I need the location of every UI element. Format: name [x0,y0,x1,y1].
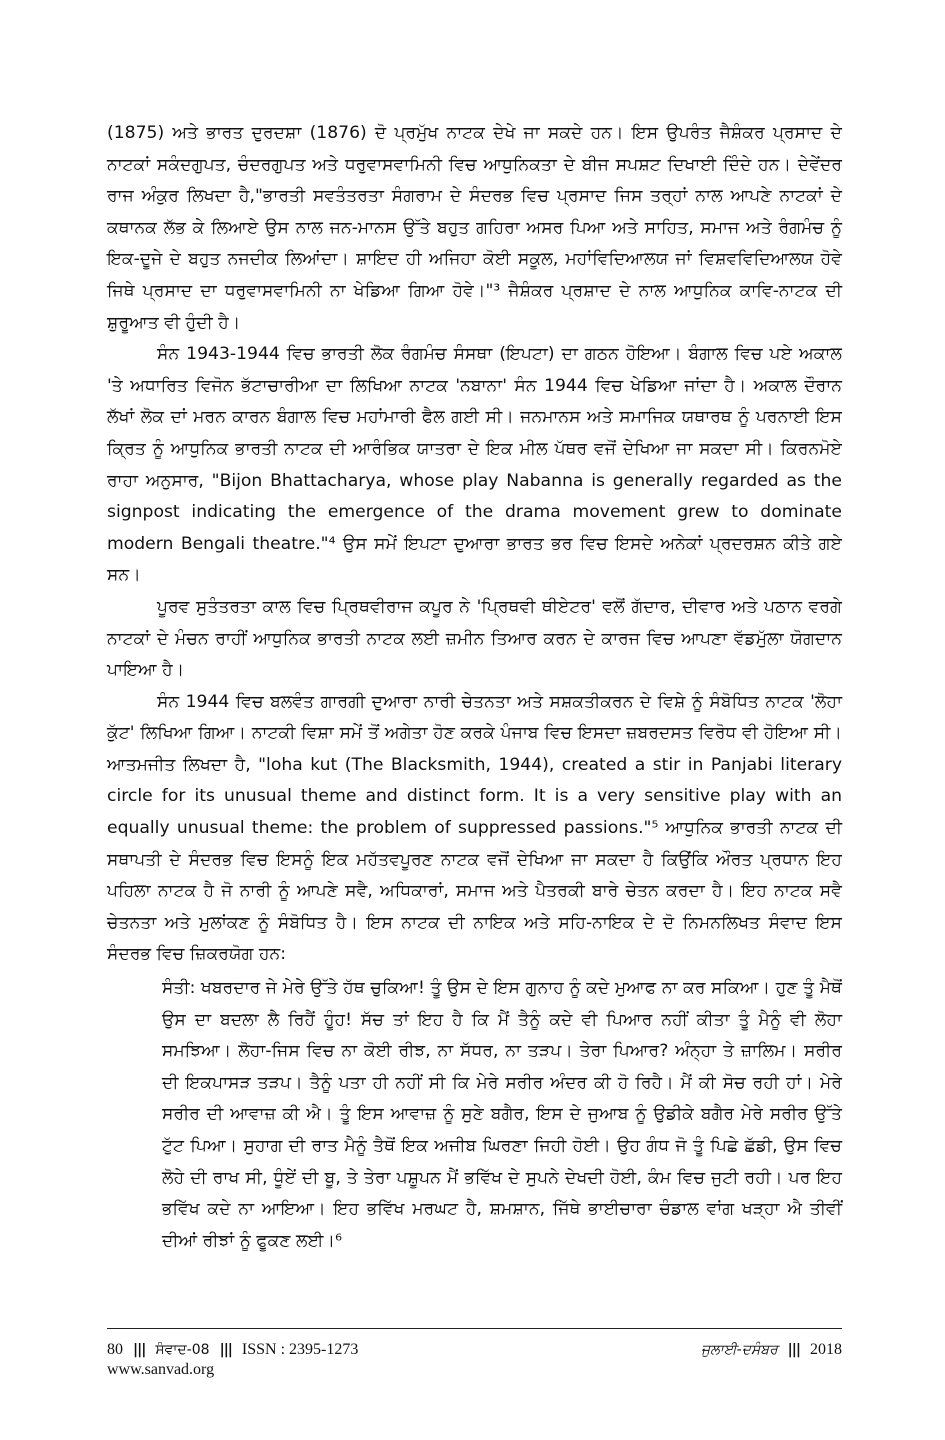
paragraph-1: (1875) ਅਤੇ ਭਾਰਤ ਦੁਰਦਸ਼ਾ (1876) ਦੋ ਪ੍ਰਮੁੱਖ ਨਾਟਕ ਦੇਖੇ ਜਾ ਸਕਦੇ ਹਨ। ਇਸ ਉਪਰੰਤ ਜੈਸ਼ੰਕਰ ਪ੍ਰਸਾਦ ਦੇ ਨਾਟਕਾਂ ਸਕੰਦਗੁਪਤ, ਚੰਦਰਗੁਪਤ ਅਤੇ ਧਰੁਵਾਸਵਾਮਿਨੀ ਵਿਚ ਆਧੁਨਿਕਤਾ ਦੇ ਬੀਜ ਸਪਸ਼ਟ ਦਿਖਾਈ ਦਿੰਦੇ ਹਨ। ਦੇਵੇਂਦਰ ਰਾਜ ਅੰਕੁਰ ਲਿਖਦਾ ਹੈ,"ਭਾਰਤੀ ਸਵਤੰਤਰਤਾ ਸੰਗਰਾਮ ਦੇ ਸੰਦਰਭ ਵਿਚ ਪ੍ਰਸਾਦ ਜਿਸ ਤਰ੍ਹਾਂ ਨਾਲ ਆਪਣੇ ਨਾਟਕਾਂ ਦੇ ਕਥਾਨਕ ਲੱਭ ਕੇ ਲਿਆਏ ਉਸ ਨਾਲ ਜਨ-ਮਾਨਸ ਉੱਤੇ ਬਹੁਤ ਗਹਿਰਾ ਅਸਰ ਪਿਆ ਅਤੇ ਸਾਹਿਤ, ਸਮਾਜ ਅਤੇ ਰੰਗਮੰਚ ਨੂੰ ਇਕ-ਦੂਜੇ ਦੇ ਬਹੁਤ ਨਜਦੀਕ ਲਿਆਂਦਾ। ਸ਼ਾਇਦ ਹੀ ਅਜਿਹਾ ਕੋਈ ਸਕੂਲ, ਮਹਾਂਵਿਦਿਆਲਯ ਜਾਂ ਵਿਸ਼ਵਵਿਦਿਆਲਯ ਹੋਵੇ ਜਿਥੇ ਪ੍ਰਸਾਦ ਦਾ ਧਰੁਵਾਸਵਾਮਿਨੀ ਨਾ ਖੇਡਿਆ ਗਿਆ ਹੋਵੇ।"³ ਜੈਸ਼ੰਕਰ ਪ੍ਰਸ਼ਾਦ ਦੇ ਨਾਲ ਆਧੁਨਿਕ ਕਾਵਿ-ਨਾਟਕ ਦੀ ਸ਼ੁਰੂਆਤ ਵੀ ਹੁੰਦੀ ਹੈ। [107,123,842,333]
page-number: 80 [107,1341,123,1358]
journal-name: ਸੰਵਾਦ-08 [155,1342,210,1358]
block-quote: ਸੰਤੀ: ਖਬਰਦਾਰ ਜੇ ਮੇਰੇ ਉੱਤੇ ਹੱਥ ਚੁਕਿਆ! ਤੂੰ ਉਸ ਦੇ ਇਸ ਗੁਨਾਹ ਨੂੰ ਕਦੇ ਮੁਆਫ ਨਾ ਕਰ ਸਕਿਆ। ਹੁਣ ਤੂੰ ਮੈਥੋਂ ਉਸ ਦਾ ਬਦਲਾ ਲੈ ਰਿਹੈਂ ਹੂੰਹ! ਸੱਚ ਤਾਂ ਇਹ ਹੈ ਕਿ ਮੈਂ ਤੈਨੂੰ ਕਦੇ ਵੀ ਪਿਆਰ ਨਹੀਂ ਕੀਤਾ ਤੂੰ ਮੈਨੂੰ ਵੀ ਲੋਹਾ ਸਮਝਿਆ। ਲੋਹਾ-ਜਿਸ ਵਿਚ ਨਾ ਕੋਈ ਰੀਝ, ਨਾ ਸੱਧਰ, ਨਾ ਤੜਪ। ਤੇਰਾ ਪਿਆਰ? ਅੰਨ੍ਹਾ ਤੇ ਜ਼ਾਲਿਮ। ਸਰੀਰ ਦੀ ਇਕਪਾਸੜ ਤੜਪ। ਤੈਨੂੰ ਪਤਾ ਹੀ ਨਹੀਂ ਸੀ ਕਿ ਮੇਰੇ ਸਰੀਰ ਅੰਦਰ ਕੀ ਹੋ ਰਿਹੈ। ਮੈਂ ਕੀ ਸੋਚ ਰਹੀ ਹਾਂ। ਮੇਰੇ ਸਰੀਰ ਦੀ ਆਵਾਜ਼ ਕੀ ਐ। ਤੂੰ ਇਸ ਆਵਾਜ਼ ਨੂੰ ਸੁਣੇ ਬਗੈਰ, ਇਸ ਦੇ ਜੁਆਬ ਨੂੰ ਉਡੀਕੇ ਬਗੈਰ ਮੇਰੇ ਸਰੀਰ ਉੱਤੇ ਟੁੱਟ ਪਿਆ। ਸੁਹਾਗ ਦੀ ਰਾਤ ਮੈਨੂੰ ਤੈਥੋਂ ਇਕ ਅਜੀਬ ਘਿਰਣਾ ਜਿਹੀ ਹੋਈ। ਉਹ ਗੰਧ ਜੋ ਤੂੰ ਪਿਛੇ ਛੱਡੀ, ਉਸ ਵਿਚ ਲੋਹੇ ਦੀ ਰਾਖ ਸੀ, ਧੂੰਏਂ ਦੀ ਬੂ, ਤੇ ਤੇਰਾ ਪਸ਼ੂਪਨ ਮੈਂ ਭਵਿੱਖ ਦੇ ਸੁਪਨੇ ਦੇਖਦੀ ਹੋਈ, ਕੰਮ ਵਿਚ ਜੁਟੀ ਰਹੀ। ਪਰ ਇਹ ਭਵਿੱਖ ਕਦੇ ਨਾ ਆਇਆ। ਇਹ ਭਵਿੱਖ ਮਰਘਟ ਹੈ, ਸ਼ਮਸ਼ਾਨ, ਜਿੱਥੇ ਭਾਈਚਾਰਾ ਚੰਡਾਲ ਵਾਂਗ ਖੜ੍ਹਾ ਐ ਤੀਵੀਂ ਦੀਆਂ ਰੀਝਾਂ ਨੂੰ ਫੂਕਣ ਲਈ।⁶ [162,978,842,1251]
paragraph-3: ਪੂਰਵ ਸੁਤੰਤਰਤਾ ਕਾਲ ਵਿਚ ਪ੍ਰਿਥਵੀਰਾਜ ਕਪੂਰ ਨੇ 'ਪ੍ਰਿਥਵੀ ਥੀਏਟਰ' ਵਲੋਂ ਗੱਦਾਰ, ਦੀਵਾਰ ਅਤੇ ਪਠਾਨ ਵਰਗੇ ਨਾਟਕਾਂ ਦੇ ਮੰਚਨ ਰਾਹੀਂ ਆਧੁਨਿਕ ਭਾਰਤੀ ਨਾਟਕ ਲਈ ਜ਼ਮੀਨ ਤਿਆਰ ਕਰਨ ਦੇ ਕਾਰਜ ਵਿਚ ਆਪਣਾ ਵੱਡਮੁੱਲਾ ਯੋਗਦਾਨ ਪਾਇਆ ਹੈ। [107,596,842,681]
footer-info-row [107,1340,358,1360]
separator-icon: ||| [219,1342,232,1358]
footer-right [701,1340,842,1360]
footer-left [107,1340,358,1380]
article-body [107,118,842,1257]
paragraph-4: ਸੰਨ 1944 ਵਿਚ ਬਲਵੰਤ ਗਾਰਗੀ ਦੁਆਰਾ ਨਾਰੀ ਚੇਤਨਤਾ ਅਤੇ ਸਸ਼ਕਤੀਕਰਨ ਦੇ ਵਿਸ਼ੇ ਨੂੰ ਸੰਬੋਧਿਤ ਨਾਟਕ 'ਲੋਹਾ ਕੁੱਟ' ਲਿਖਿਆ ਗਿਆ। ਨਾਟਕੀ ਵਿਸ਼ਾ ਸਮੇਂ ਤੋਂ ਅਗੇਤਾ ਹੋਣ ਕਰਕੇ ਪੰਜਾਬ ਵਿਚ ਇਸਦਾ ਜ਼ਬਰਦਸਤ ਵਿਰੋਧ ਵੀ ਹੋਇਆ ਸੀ। ਆਤਮਜੀਤ ਲਿਖਦਾ ਹੈ, "loha kut (The Blacksmith, 1944), created a stir in Panjabi literary circle for its unusual theme and distinct form. It is a very sensitive play with an equally unusual theme: the problem of suppressed passions."⁵ ਆਧੁਨਿਕ ਭਾਰਤੀ ਨਾਟਕ ਦੀ ਸਥਾਪਤੀ ਦੇ ਸੰਦਰਭ ਵਿਚ ਇਸਨੂੰ ਇਕ ਮਹੱਤਵਪੂਰਣ ਨਾਟਕ ਵਜੋਂ ਦੇਖਿਆ ਜਾ ਸਕਦਾ ਹੈ ਕਿਉਂਕਿ ਔਰਤ ਪ੍ਰਧਾਨ ਇਹ ਪਹਿਲਾ ਨਾਟਕ ਹੈ ਜੋ ਨਾਰੀ ਨੂੰ ਆਪਣੇ ਸਵੈ, ਅਧਿਕਾਰਾਂ, ਸਮਾਜ ਅਤੇ ਪੈਤਰਕੀ ਬਾਰੇ ਚੇਤਨ ਕਰਦਾ ਹੈ। ਇਹ ਨਾਟਕ ਸਵੈ ਚੇਤਨਤਾ ਅਤੇ ਮੁਲਾਂਕਣ ਨੂੰ ਸੰਬੋਧਿਤ ਹੈ। ਇਸ ਨਾਟਕ ਦੀ ਨਾਇਕ ਅਤੇ ਸਹਿ-ਨਾਇਕ ਦੇ ਦੋ ਨਿਮਨਲਿਖਤ ਸੰਵਾਦ ਇਸ ਸੰਦਰਭ ਵਿਚ ਜ਼ਿਕਰਯੋਗ ਹਨ: [107,691,842,965]
paragraph-2: ਸੰਨ 1943-1944 ਵਿਚ ਭਾਰਤੀ ਲੋਕ ਰੰਗਮੰਚ ਸੰਸਥਾ (ਇਪਟਾ) ਦਾ ਗਠਨ ਹੋਇਆ। ਬੰਗਾਲ ਵਿਚ ਪਏ ਅਕਾਲ 'ਤੇ ਅਧਾਰਿਤ ਵਿਜੋਨ ਭੱਟਾਚਾਰੀਆ ਦਾ ਲਿਖਿਆ ਨਾਟਕ 'ਨਬਾਨਾ' ਸੰਨ 1944 ਵਿਚ ਖੇਡਿਆ ਜਾਂਦਾ ਹੈ। ਅਕਾਲ ਦੌਰਾਨ ਲੱਖਾਂ ਲੋਕ ਦਾਂ ਮਰਨ ਕਾਰਨ ਬੰਗਾਲ ਵਿਚ ਮਹਾਂਮਾਰੀ ਫੈਲ ਗਈ ਸੀ। ਜਨਮਾਨਸ ਅਤੇ ਸਮਾਜਿਕ ਯਥਾਰਥ ਨੂੰ ਪਰਨਾਈ ਇਸ ਕ੍ਰਿਤ ਨੂੰ ਆਧੁਨਿਕ ਭਾਰਤੀ ਨਾਟਕ ਦੀ ਆਰੰਭਿਕ ਯਾਤਰਾ ਦੇ ਇਕ ਮੀਲ ਪੱਥਰ ਵਜੋਂ ਦੇਖਿਆ ਜਾ ਸਕਦਾ ਸੀ। ਕਿਰਨਮੋਏ ਰਾਹਾ ਅਨੁਸਾਰ, "Bijon Bhattacharya, whose play Nabanna is generally regarded as the signpost indicating the emergence of the drama movement grew to dominate modern Bengali theatre."⁴ ਉਸ ਸਮੇਂ ਇਪਟਾ ਦੁਆਰਾ ਭਾਰਤ ਭਰ ਵਿਚ ਇਸਦੇ ਅਨੇਕਾਂ ਪ੍ਰਦਰਸ਼ਨ ਕੀਤੇ ਗਏ ਸਨ। [107,344,842,586]
separator-icon: ||| [133,1342,146,1358]
footer-divider [107,1328,842,1329]
publication-year: 2018 [810,1341,842,1358]
issn: ISSN : 2395-1273 [241,1341,359,1358]
website-link[interactable]: www.sanvad.org [107,1361,215,1378]
separator-icon: ||| [787,1342,800,1358]
publication-period: ਜੁਲਾਈ-ਦਸੰਬਰ [700,1342,778,1358]
